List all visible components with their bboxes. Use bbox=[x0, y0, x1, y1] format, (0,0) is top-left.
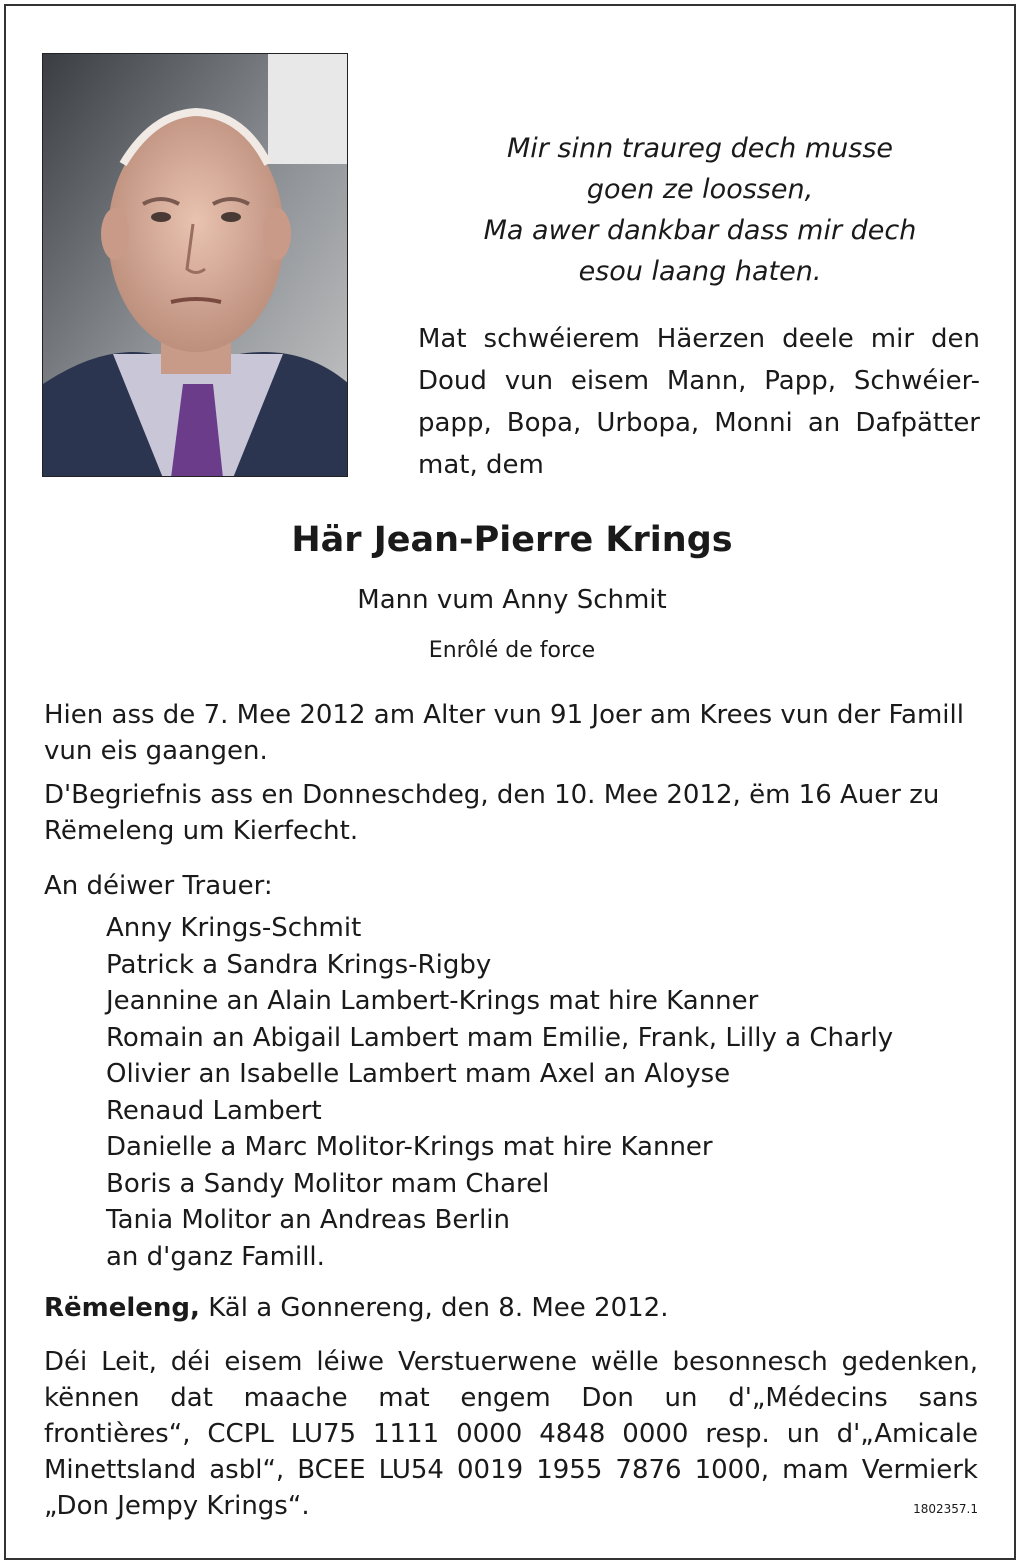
donation-line: „Don Jempy Krings“. bbox=[44, 1491, 310, 1521]
funeral-paragraph bbox=[44, 777, 978, 849]
reference-number: 1802357.1 bbox=[913, 1502, 978, 1516]
deceased-spouse: Mann vum Anny Schmit bbox=[357, 585, 667, 615]
donation-line: kënnen dat maache mat engem Don un d'„Médecins sans bbox=[44, 1383, 978, 1413]
poem-line: Mir sinn traureg dech musse bbox=[506, 133, 894, 164]
passing-line: Hien ass de 7. Mee 2012 am Alter vun 91 Joer am Krees vun der Famill bbox=[44, 700, 964, 730]
mourner-item: Danielle a Marc Molitor-Krings mat hire Kanner bbox=[106, 1132, 713, 1162]
poem-line: esou laang haten. bbox=[578, 256, 822, 287]
mourner-item: Romain an Abigail Lambert mam Emilie, Frank, Lilly a Charly bbox=[106, 1022, 894, 1053]
poem-line: Ma awer dankbar dass mir dech bbox=[483, 215, 917, 246]
intro-line: Mat schwéierem Häerzen deele mir den bbox=[418, 324, 980, 354]
passing-paragraph bbox=[44, 697, 978, 769]
intro-line: mat, dem bbox=[418, 450, 544, 480]
mourning-intro-text: An déiwer Trauer: bbox=[44, 871, 273, 901]
mourners-list bbox=[106, 910, 893, 1275]
funeral-line: D'Begriefnis ass en Donneschdeg, den 10. Mee 2012, ëm 16 Auer zu bbox=[44, 780, 940, 810]
deceased-note: Enrôlé de force bbox=[428, 638, 596, 663]
mourning-intro bbox=[44, 868, 978, 904]
mourner-item: Anny Krings-Schmit bbox=[106, 913, 362, 943]
passing-line: vun eis gaangen. bbox=[44, 736, 268, 766]
donation-line: frontières“, CCPL LU75 1111 0000 4848 0000 resp. un d'„Amicale bbox=[44, 1419, 978, 1449]
mourner-item: an d'ganz Famill. bbox=[106, 1241, 325, 1272]
mourner-item: Boris a Sandy Molitor mam Charel bbox=[106, 1168, 550, 1199]
intro-line: papp, Bopa, Urbopa, Monni an Dafpätter bbox=[418, 408, 980, 438]
mourner-item: Olivier an Isabelle Lambert mam Axel an Aloyse bbox=[106, 1059, 731, 1089]
mourner-item: Tania Molitor an Andreas Berlin bbox=[106, 1205, 511, 1235]
mourner-item: Patrick a Sandra Krings-Rigby bbox=[106, 949, 492, 980]
intro-line: Doud vun eisem Mann, Papp, Schwéier- bbox=[418, 366, 980, 396]
place-date bbox=[44, 1290, 978, 1326]
mourner-item: Jeannine an Alain Lambert-Krings mat hire Kanner bbox=[106, 986, 759, 1016]
place-name: Rëmeleng, bbox=[44, 1293, 200, 1323]
mourner-item: Renaud Lambert bbox=[106, 1095, 322, 1126]
deceased-name: Här Jean-Pierre Krings bbox=[291, 520, 733, 560]
donation-line: Déi Leit, déi eisem léiwe Verstuerwene wëlle besonnesch gedenken, bbox=[44, 1347, 978, 1377]
funeral-line: Rëmeleng um Kierfecht. bbox=[44, 816, 359, 846]
donation-paragraph bbox=[44, 1344, 978, 1524]
portrait-photo bbox=[42, 53, 348, 477]
poem bbox=[440, 128, 960, 292]
donation-line: Minettsland asbl“, BCEE LU54 0019 1955 7876 1000, mam Vermierk bbox=[44, 1455, 978, 1485]
place-date-text: Käl a Gonnereng, den 8. Mee 2012. bbox=[199, 1293, 669, 1323]
intro-text bbox=[418, 318, 980, 486]
poem-line: goen ze loossen, bbox=[586, 174, 814, 205]
